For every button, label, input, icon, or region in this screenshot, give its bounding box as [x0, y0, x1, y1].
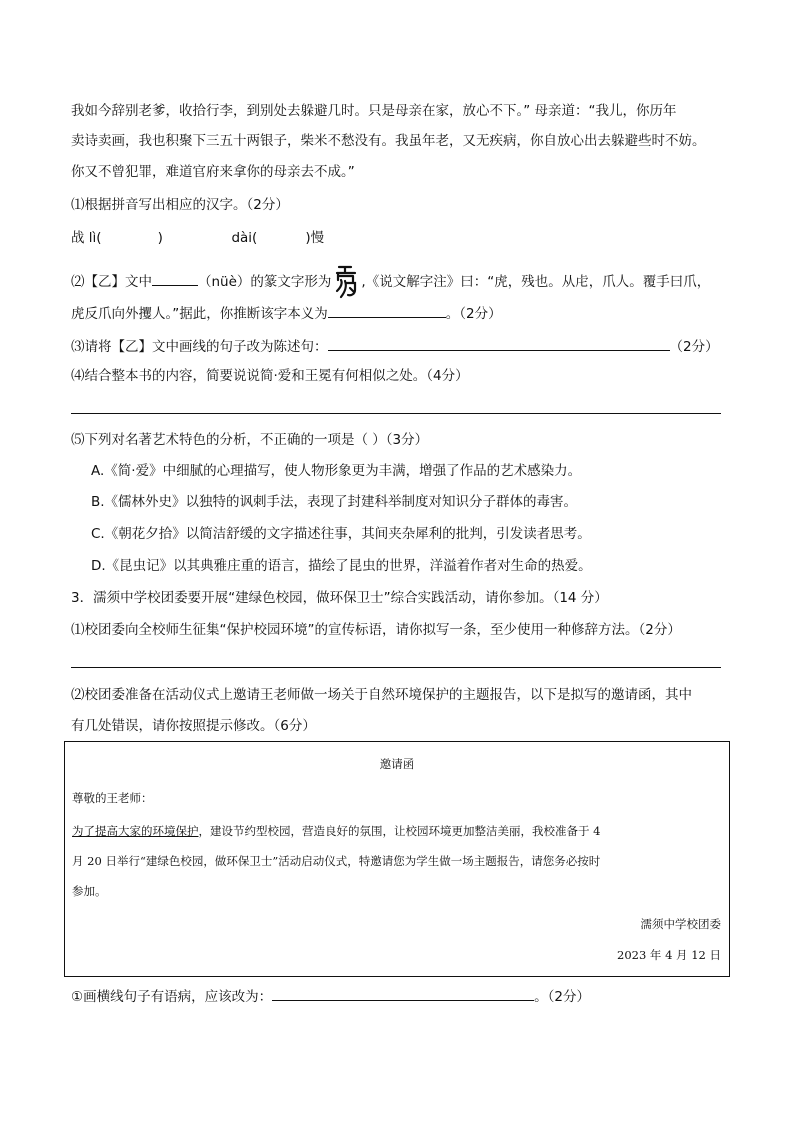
letter-salutation: 尊敬的王老师：: [72, 791, 153, 805]
q2-line2-a: 虎反爪向外攫人。”据此，你推断该字本义为: [71, 306, 328, 322]
q2-part1: ⑵【乙】文中: [71, 274, 152, 290]
q1-item-b-suffix: )慢: [305, 230, 325, 246]
question-3: [71, 335, 719, 357]
sub-question-1: [71, 985, 590, 1007]
question-5-stem: ⑸下列对名著艺术特色的分析，不正确的一项是（ ）（3分）: [71, 432, 429, 448]
q4-answer-line[interactable]: [71, 413, 721, 414]
section-3-sub-2-line-2: 有几处错误，请你按照提示修改。（6分）: [71, 718, 316, 734]
letter-body-line-1: [72, 821, 600, 841]
letter-signature: 濡须中学校团委: [640, 917, 721, 931]
passage-line-3: 你又不曾犯罪，难道官府来拿你的母亲去不成。”: [71, 164, 355, 180]
q5-option-b[interactable]: B.《儒林外史》以独特的讽刺手法，表现了封建科举制度对知识分子群体的毒害。: [91, 494, 578, 510]
seal-script-character-icon: [333, 264, 359, 300]
sub-q1-answer-line[interactable]: [272, 985, 534, 1001]
q3-score: （2分）: [669, 339, 719, 355]
q1-item-b-prefix: dài(: [231, 230, 258, 246]
letter-body-line-2: 月 20 日举行“建绿色校园，做环保卫士”活动启动仪式，特邀请您为学生做一场主题报告，请您务必按时: [72, 854, 601, 868]
q1-item-a-close: ): [157, 230, 163, 246]
question-1-items: [71, 228, 324, 248]
q3-stem: ⑶请将【乙】文中画线的句子改为陈述句：: [71, 339, 328, 355]
letter-body-line-3: 参加。: [72, 884, 107, 898]
invitation-letter: [64, 741, 730, 977]
slogan-answer-line[interactable]: [71, 667, 721, 668]
q2-blank-char[interactable]: [152, 270, 198, 286]
q5-option-a[interactable]: A.《简·爱》中细腻的心理描写，使人物形象更为丰满，增强了作品的艺术感染力。: [91, 463, 582, 479]
q3-answer-line[interactable]: [328, 335, 670, 351]
q2-line2-b: 。（2分）: [445, 306, 502, 322]
sub-q1-suffix: 。（2分）: [534, 989, 590, 1005]
q5-option-c[interactable]: C.《朝花夕拾》以简洁舒缓的文字描述往事，其间夹杂犀利的批判，引发读者思考。: [91, 526, 591, 542]
question-2-line-1: [71, 264, 710, 300]
question-2-line-2: [71, 302, 502, 324]
q2-blank-meaning[interactable]: [328, 302, 446, 318]
question-4-stem: ⑷结合整本书的内容，简要说说简·爱和王冕有何相似之处。（4分）: [71, 368, 469, 384]
letter-title: 邀请函: [379, 757, 415, 771]
passage-line-2: 卖诗卖画，我也积聚下三五十两银子，柴米不愁没有。我虽年老，又无疾病，你自放心出去躲避些时不妨。: [71, 133, 706, 149]
letter-date: 2023 年 4 月 12 日: [617, 948, 721, 962]
letter-body-line-1-rest: ，建设节约型校园，营造良好的氛围，让校园环境更加整洁美丽，我校准备于 4: [198, 824, 601, 838]
question-1-stem: ⑴根据拼音写出相应的汉字。（2分）: [71, 197, 289, 213]
passage-line-1: 我如今辞别老爹，收拾行李，到别处去躲避几时。只是母亲在家，放心不下。” 母亲道：“我儿，你历年: [71, 103, 677, 119]
section-3-stem: 3．濡须中学校团委要开展“建绿色校园，做环保卫士”综合实践活动，请你参加。（14 分）: [71, 590, 608, 606]
q1-item-a-prefix: 战 lì(: [71, 230, 102, 246]
q2-part3: ,《说文解字注》曰：“虎，残也。从虍，爪人。覆手曰爪，: [361, 274, 711, 290]
q2-part2: （nüè）的篆文字形为: [198, 274, 332, 290]
letter-underlined-sentence: 为了提高大家的环境保护: [72, 824, 199, 838]
section-3-sub-2-line-1: ⑵校团委准备在活动仪式上邀请王老师做一场关于自然环境保护的主题报告，以下是拟写的邀请函，其中: [71, 687, 692, 703]
section-3-sub-1: ⑴校团委向全校师生征集“保护校园环境”的宣传标语，请你拟写一条，至少使用一种修辞方法。（2分）: [71, 622, 681, 638]
q5-option-d[interactable]: D.《昆虫记》以其典雅庄重的语言，描绘了昆虫的世界，洋溢着作者对生命的热爱。: [91, 558, 592, 574]
sub-q1-label: ①画横线句子有语病，应该改为：: [71, 989, 273, 1005]
